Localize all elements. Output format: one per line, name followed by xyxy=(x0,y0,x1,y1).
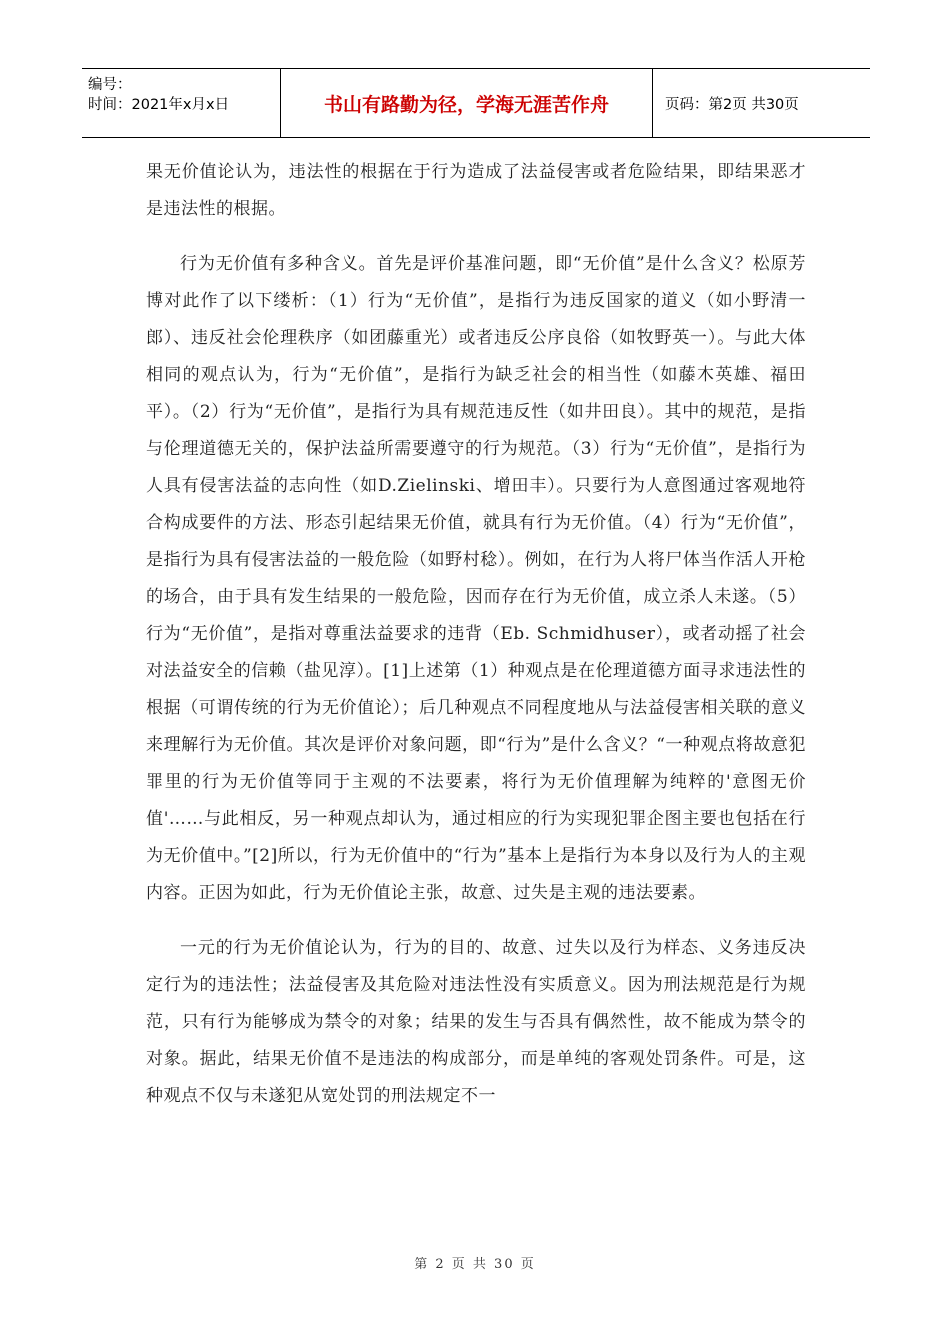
time-label: 时间：2021年x月x日 xyxy=(88,97,230,113)
paragraph: 一元的行为无价值论认为，行为的目的、故意、过失以及行为样态、义务违反决定行为的违法性；法益侵害及其危险对违法性没有实质意义。因为刑法规范是行为规范，只有行为能够成为禁令的对象；结果的发生与否具有偶然性，故不能成为禁令的对象。据此，结果无价值不是违法的构成部分，而是单纯的客观处罚条件。可是，这种观点不仅与未遂犯从宽处罚的刑法规定不一 xyxy=(146,938,806,1106)
number-label: 编号： xyxy=(88,77,132,93)
header-meta xyxy=(82,69,281,137)
paragraph: 行为无价值有多种含义。首先是评价基准问题，即“无价值”是什么含义？松原芳博对此作了以下缕析：（1）行为“无价值”，是指行为违反国家的道义（如小野清一郎）、违反社会伦理秩序（如团藤重光）或者违反公序良俗（如牧野英一）。与此大体相同的观点认为，行为“无价值”，是指行为缺乏社会的相当性（如藤木英雄、福田平）。（2）行为“无价值”，是指行为具有规范违反性（如井田良）。其中的规范，是指与伦理道德无关的，保护法益所需要遵守的行为规范。（3）行为“无价值”，是指行为人具有侵害法益的志向性（如D.Zielinski、增田丰）。只要行为人意图通过客观地符合构成要件的方法、形态引起结果无价值，就具有行为无价值。（4）行为“无价值”，是指行为具有侵害法益的一般危险（如野村稔）。例如，在行为人将尸体当作活人开枪的场合，由于具有发生结果的一般危险，因而存在行为无价值，成立杀人未遂。（5）行为“无价值”，是指对尊重法益要求的违背（Eb. Schmidhuser），或者动摇了社会对法益安全的信赖（盐见淳）。[1]上述第（1）种观点是在伦理道德方面寻求违法性的根据（可谓传统的行为无价值论）；后几种观点不同程度地从与法益侵害相关联的意义来理解行为无价值。其次是评价对象问题，即“行为”是什么含义？“一种观点将故意犯罪里的行为无价值等同于主观的不法要素，将行为无价值理解为纯粹的'意图无价值'……与此相反，另一种观点却认为，通过相应的行为实现犯罪企图主要也包括在行为无价值中。”[2]所以，行为无价值中的“行为”基本上是指行为本身以及行为人的主观内容。正因为如此，行为无价值论主张，故意、过失是主观的违法要素。 xyxy=(146,254,806,903)
page-header xyxy=(82,68,870,138)
document-body xyxy=(146,154,806,1115)
page-footer: 第 2 页 共 30 页 xyxy=(414,1257,536,1272)
header-motto: 书山有路勤为径，学海无涯苦作舟 xyxy=(281,69,653,137)
paragraph-continuation: 果无价值论认为，违法性的根据在于行为造成了法益侵害或者危险结果，即结果恶才是违法性的根据。 xyxy=(146,162,806,219)
header-page-info: 页码：第2页 共30页 xyxy=(665,96,799,113)
